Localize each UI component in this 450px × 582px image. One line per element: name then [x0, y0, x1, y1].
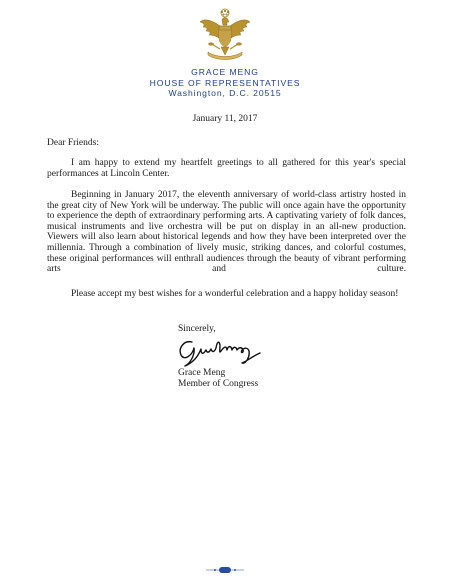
paragraph-body: Beginning in January 2017, the eleventh anniversary of world-class artistry hosted in the great city of New York will be underway. The public will once again have the opportunity to experience the depth of extraordinary performing arts. A captivating variety of folk dances, musical instruments and live orchestra will be put on display in an all-new production. Viewers will also learn about historical legends and how they have been interpreted over the millennia. Through a combination of lively music, striking dances, and colorful costumes, these original performances will enthrall audiences through the beauty of vibrant performing arts and culture. — [47, 190, 406, 275]
paragraph-greeting: I am happy to extend my heartfelt greetings to all gathered for this year's special performances at Lincoln Center. — [47, 158, 406, 179]
handwritten-signature-icon — [176, 336, 268, 368]
letterhead-name: GRACE MENG — [191, 67, 259, 77]
signer-title: Member of Congress — [178, 379, 259, 389]
closing: Sincerely, — [178, 324, 216, 334]
signer-name: Grace Meng — [178, 368, 226, 378]
letterhead-chamber: HOUSE OF REPRESENTATIVES — [149, 77, 301, 88]
letterhead-location: Washington, D.C. 20515 — [168, 88, 282, 98]
letter-date: January 11, 2017 — [192, 114, 258, 124]
paragraph-wishes: Please accept my best wishes for a wonderful celebration and a happy holiday season! — [71, 289, 399, 299]
house-eagle-seal-icon — [198, 8, 252, 64]
printing-mark-icon — [206, 566, 244, 574]
salutation: Dear Friends: — [47, 138, 99, 148]
